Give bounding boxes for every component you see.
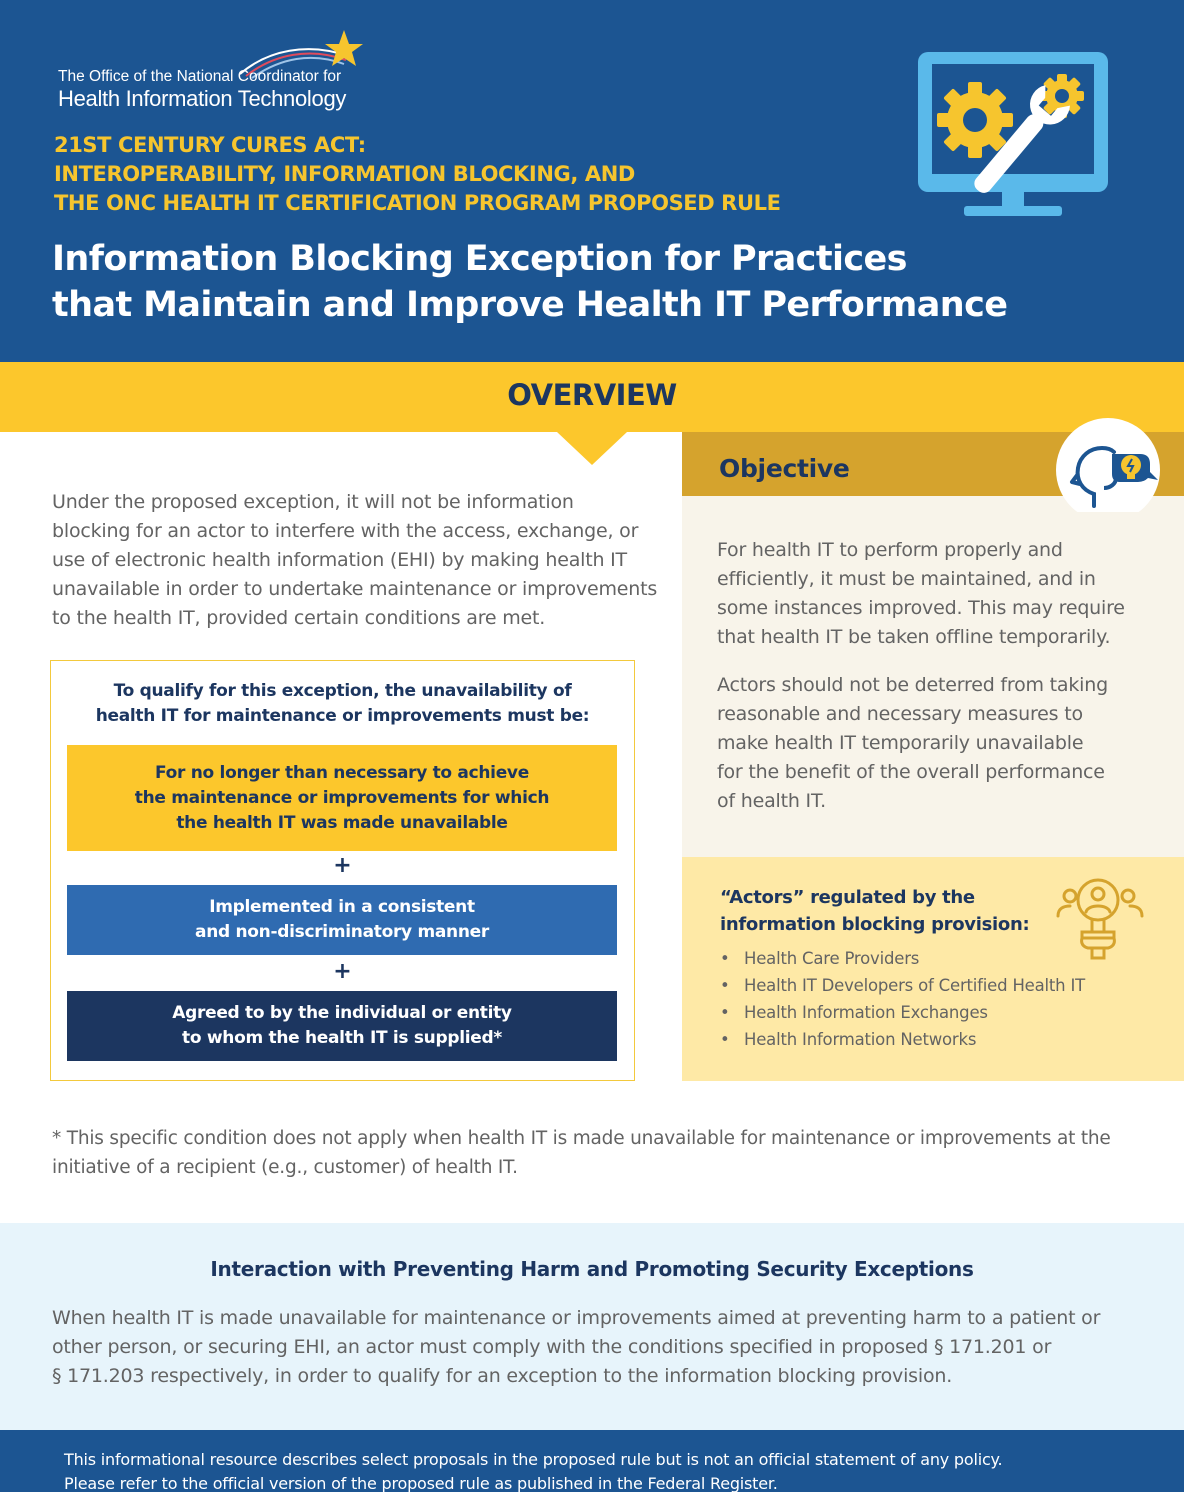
objective-line: reasonable and necessary measures to bbox=[717, 703, 1083, 725]
qualification-heading bbox=[51, 679, 634, 729]
intro-line: Under the proposed exception, it will not be information bbox=[52, 491, 574, 513]
qualification-box bbox=[50, 660, 635, 1081]
interaction-text bbox=[52, 1304, 1152, 1391]
condition-necessary-duration bbox=[67, 745, 617, 851]
kicker-line: 21ST CENTURY CURES ACT: bbox=[54, 133, 366, 157]
qualification-heading-line: health IT for maintenance or improvements must be: bbox=[95, 706, 590, 726]
actors-heading-line: information blocking provision: bbox=[720, 914, 1030, 935]
intro-line: blocking for an actor to interfere with the access, exchange, or bbox=[52, 520, 639, 542]
objective-line: of health IT. bbox=[717, 790, 826, 812]
footnote-line: * This specific condition does not apply when health IT is made unavailable for maintenance or improvements at the bbox=[52, 1128, 1111, 1149]
condition-line: Implemented in a consistent bbox=[209, 897, 475, 917]
plus-sign: + bbox=[333, 853, 352, 878]
intro-line: to the health IT, provided certain conditions are met. bbox=[52, 607, 546, 629]
actors-heading-line: “Actors” regulated by the bbox=[720, 887, 975, 908]
overview-pointer bbox=[557, 432, 627, 465]
qualification-heading-line: To qualify for this exception, the unavailability of bbox=[113, 681, 572, 701]
kicker-line: THE ONC HEALTH IT CERTIFICATION PROGRAM PROPOSED RULE bbox=[54, 191, 781, 215]
objective-line: make health IT temporarily unavailable bbox=[717, 732, 1084, 754]
kicker-line: INTEROPERABILITY, INFORMATION BLOCKING, AND bbox=[54, 162, 635, 186]
objective-title: Objective bbox=[719, 454, 850, 483]
rule-kicker bbox=[54, 131, 781, 218]
condition-line: Agreed to by the individual or entity bbox=[172, 1003, 512, 1023]
footer-disclaimer bbox=[64, 1448, 1002, 1496]
intro-line: use of electronic health information (EHI) by making health IT bbox=[52, 549, 627, 571]
list-item: • Health Information Networks bbox=[720, 1026, 1085, 1053]
objective-line: for the benefit of the overall performance bbox=[717, 761, 1105, 783]
intro-line: unavailable in order to undertake maintenance or improvements bbox=[52, 578, 658, 600]
list-item: • Health IT Developers of Certified Health IT bbox=[720, 972, 1085, 999]
logo-line-2: Health Information Technology bbox=[58, 86, 347, 111]
overview-title: OVERVIEW bbox=[507, 378, 677, 412]
interaction-section bbox=[0, 1223, 1184, 1430]
list-item: • Health Information Exchanges bbox=[720, 999, 1085, 1026]
interaction-line: When health IT is made unavailable for maintenance or improvements aimed at preventing harm to a patient or bbox=[52, 1307, 1101, 1329]
intro-paragraph bbox=[52, 488, 662, 633]
title-line: Information Blocking Exception for Practices bbox=[52, 239, 907, 279]
monitor-gears-wrench-icon bbox=[912, 48, 1127, 223]
actors-list bbox=[720, 945, 1085, 1053]
footer-band bbox=[0, 1430, 1184, 1492]
head-lightbulb-icon bbox=[1054, 418, 1162, 512]
footer-line: This informational resource describes select proposals in the proposed rule but is not an official statement of any policy. bbox=[64, 1450, 1003, 1469]
objective-text bbox=[717, 536, 1167, 816]
condition-line: For no longer than necessary to achieve bbox=[155, 762, 529, 783]
condition-line: and non-discriminatory manner bbox=[195, 922, 489, 942]
objective-line: that health IT be taken offline temporarily. bbox=[717, 626, 1111, 648]
interaction-title: Interaction with Preventing Harm and Promoting Security Exceptions bbox=[210, 1257, 974, 1281]
objective-paragraph-1 bbox=[717, 536, 1167, 652]
footer-line: Please refer to the official version of the proposed rule as published in the Federal Register. bbox=[64, 1474, 778, 1493]
list-item: • Health Care Providers bbox=[720, 945, 1085, 972]
condition-consistent-manner bbox=[67, 885, 617, 955]
plus-sign: + bbox=[333, 959, 352, 984]
title-line: that Maintain and Improve Health IT Performance bbox=[52, 285, 1008, 325]
objective-paragraph-2 bbox=[717, 671, 1167, 816]
objective-line: Actors should not be deterred from taking bbox=[717, 674, 1108, 696]
header-banner bbox=[0, 0, 1184, 362]
condition-agreed-by-recipient bbox=[67, 991, 617, 1061]
condition-line: the health IT was made unavailable bbox=[176, 812, 508, 833]
footnote-line: initiative of a recipient (e.g., customer) of health IT. bbox=[52, 1157, 518, 1178]
objective-line: efficiently, it must be maintained, and in bbox=[717, 568, 1096, 590]
condition-line: the maintenance or improvements for which bbox=[134, 787, 550, 808]
overview-band bbox=[0, 362, 1184, 432]
onc-logo[interactable] bbox=[58, 30, 368, 112]
footnote bbox=[52, 1124, 1142, 1182]
actors-heading bbox=[720, 884, 1029, 938]
objective-line: For health IT to perform properly and bbox=[717, 539, 1063, 561]
page-title bbox=[52, 236, 1007, 328]
interaction-line: § 171.203 respectively, in order to qualify for an exception to the information blocking provision. bbox=[52, 1365, 953, 1387]
logo-line-1: The Office of the National Coordinator for bbox=[58, 68, 342, 85]
condition-line: to whom the health IT is supplied* bbox=[182, 1028, 502, 1048]
objective-line: some instances improved. This may require bbox=[717, 597, 1125, 619]
interaction-line: other person, or securing EHI, an actor must comply with the conditions specified in proposed § 171.201 or bbox=[52, 1336, 1052, 1358]
